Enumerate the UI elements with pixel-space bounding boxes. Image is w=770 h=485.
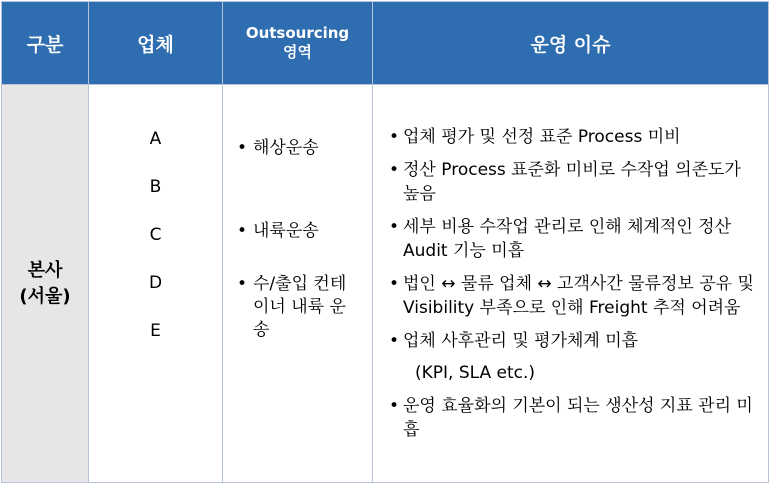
area-item: • 내륙운송 <box>253 220 372 243</box>
table-row <box>2 85 769 483</box>
area-item: • 수/출입 컨테이너 내륙 운송 <box>253 273 372 342</box>
header-gubun: 구분 <box>2 2 89 85</box>
issue-list <box>373 125 768 442</box>
header-issues: 운영 이슈 <box>373 2 769 85</box>
gubun-cell <box>2 85 89 483</box>
area-item: • 해상운송 <box>253 137 372 160</box>
issue-item-subtext: (KPI, SLA etc.) <box>415 363 536 383</box>
issue-item: • 세부 비용 수작업 관리로 인해 체계적인 정산 Audit 기능 미흡 <box>403 215 758 263</box>
issue-cell <box>373 85 769 483</box>
vendor-item: B <box>149 177 162 197</box>
header-outsourcing-line1: Outsourcing <box>245 24 350 42</box>
vendor-item: E <box>150 321 161 341</box>
issue-item: • 운영 효율화의 기본이 되는 생산성 지표 관리 미흡 <box>403 394 758 442</box>
header-outsourcing <box>223 2 373 85</box>
issue-item: • 정산 Process 표준화 미비로 수작업 의존도가 높음 <box>403 158 758 206</box>
issue-item-text: 업체 사후관리 및 평가체계 미흡 <box>403 331 639 351</box>
header-vendor: 업체 <box>89 2 223 85</box>
area-cell <box>223 85 373 483</box>
vendor-item: C <box>149 225 162 245</box>
issue-item: • 업체 평가 및 선정 표준 Process 미비 <box>403 125 758 149</box>
gubun-line1: 본사 <box>27 259 63 281</box>
issue-item <box>403 329 758 385</box>
issue-item: • 법인 ↔ 물류 업체 ↔ 고객사간 물류정보 공유 및 Visibility 부족으로 인해 Freight 추적 어려움 <box>403 272 758 320</box>
vendor-item: D <box>148 273 163 293</box>
operations-issue-table <box>1 1 769 483</box>
vendor-item: A <box>149 129 162 149</box>
header-row <box>2 2 769 85</box>
vendor-cell <box>89 85 223 483</box>
header-outsourcing-line2: 영역 <box>283 43 312 61</box>
area-list <box>223 137 372 342</box>
gubun-line2: (서울) <box>19 285 71 307</box>
